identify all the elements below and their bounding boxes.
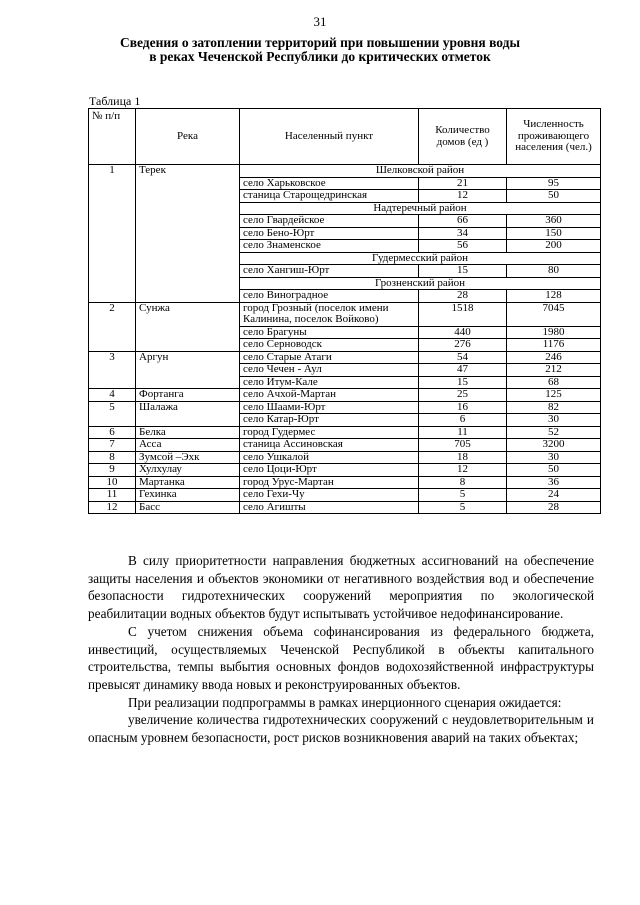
cell-settlement: село Ушкалой: [240, 451, 419, 464]
cell-settlement: село Виноградное: [240, 290, 419, 303]
cell-houses: 54: [419, 351, 507, 364]
cell-population: 1980: [507, 326, 601, 339]
cell-settlement: станица Ассиновская: [240, 439, 419, 452]
cell-population: 50: [507, 190, 601, 203]
cell-population: 36: [507, 476, 601, 489]
cell-population: 82: [507, 401, 601, 414]
cell-houses: 34: [419, 227, 507, 240]
page-number: 31: [313, 14, 327, 29]
header-num: № п/п: [89, 109, 136, 165]
cell-river: Терек: [136, 165, 240, 303]
cell-settlement: село Знаменское: [240, 240, 419, 253]
cell-population: 52: [507, 426, 601, 439]
cell-num: 2: [89, 302, 136, 351]
cell-river: Фортанга: [136, 389, 240, 402]
cell-river: Шалажа: [136, 401, 240, 426]
cell-district: Гудермесский район: [240, 252, 601, 265]
cell-population: 1176: [507, 339, 601, 352]
table-row: [89, 165, 601, 178]
cell-houses: 1518: [419, 302, 507, 326]
cell-houses: 11: [419, 426, 507, 439]
cell-num: 8: [89, 451, 136, 464]
cell-river: Аргун: [136, 351, 240, 389]
cell-population: 150: [507, 227, 601, 240]
title-line-1: Сведения о затоплении территорий при повышении уровня воды: [119, 35, 521, 50]
cell-settlement: село Харьковское: [240, 177, 419, 190]
cell-population: 3200: [507, 439, 601, 452]
cell-settlement: село Шаами-Юрт: [240, 401, 419, 414]
cell-houses: 440: [419, 326, 507, 339]
cell-settlement: станица Старощедринская: [240, 190, 419, 203]
cell-population: 128: [507, 290, 601, 303]
table-row: [89, 439, 601, 452]
table-row: [89, 464, 601, 477]
table-label: Таблица 1: [89, 94, 141, 108]
cell-population: 95: [507, 177, 601, 190]
cell-houses: 12: [419, 464, 507, 477]
cell-houses: 705: [419, 439, 507, 452]
cell-settlement: село Итум-Кале: [240, 376, 419, 389]
cell-river: Белка: [136, 426, 240, 439]
cell-houses: 5: [419, 489, 507, 502]
cell-houses: 8: [419, 476, 507, 489]
header-houses: Количество домов (ед ): [419, 109, 507, 165]
cell-num: 5: [89, 401, 136, 426]
cell-district: Надтеречный район: [240, 202, 601, 215]
cell-population: 68: [507, 376, 601, 389]
cell-settlement: город Урус-Мартан: [240, 476, 419, 489]
table-row: [89, 351, 601, 364]
cell-num: 7: [89, 439, 136, 452]
cell-river: Мартанка: [136, 476, 240, 489]
table-row: [89, 451, 601, 464]
cell-population: 30: [507, 414, 601, 427]
header-river: Река: [136, 109, 240, 165]
cell-houses: 6: [419, 414, 507, 427]
cell-houses: 66: [419, 215, 507, 228]
document-title: [60, 36, 580, 64]
cell-settlement: село Катар-Юрт: [240, 414, 419, 427]
cell-houses: 47: [419, 364, 507, 377]
cell-river: Асса: [136, 439, 240, 452]
cell-river: Басс: [136, 501, 240, 514]
cell-population: 80: [507, 265, 601, 278]
cell-population: 360: [507, 215, 601, 228]
cell-houses: 16: [419, 401, 507, 414]
cell-settlement: село Цоци-Юрт: [240, 464, 419, 477]
cell-population: 125: [507, 389, 601, 402]
cell-houses: 56: [419, 240, 507, 253]
cell-houses: 21: [419, 177, 507, 190]
cell-num: 11: [89, 489, 136, 502]
cell-population: 28: [507, 501, 601, 514]
cell-num: 10: [89, 476, 136, 489]
paragraph-2: С учетом снижения объема софинансирования из федерального бюджета, инвестиций, осуществляемых Чеченской Республикой в объекты капитального строительства, темпы выбытия основных фондов водохозяйственной инфраструктуры превысят динамику ввода новых и реконструированных объектов.: [88, 623, 594, 692]
cell-settlement: город Гудермес: [240, 426, 419, 439]
table-row: [89, 489, 601, 502]
cell-settlement: село Серноводск: [240, 339, 419, 352]
cell-population: 30: [507, 451, 601, 464]
cell-houses: 5: [419, 501, 507, 514]
cell-settlement: село Брагуны: [240, 326, 419, 339]
cell-houses: 25: [419, 389, 507, 402]
cell-population: 200: [507, 240, 601, 253]
cell-num: 9: [89, 464, 136, 477]
cell-population: 246: [507, 351, 601, 364]
cell-settlement: село Старые Атаги: [240, 351, 419, 364]
cell-num: 1: [89, 165, 136, 303]
cell-population: 7045: [507, 302, 601, 326]
cell-houses: 15: [419, 376, 507, 389]
cell-river: Зумсой –Эхк: [136, 451, 240, 464]
cell-settlement: село Хангиш-Юрт: [240, 265, 419, 278]
cell-settlement: село Ачхой-Мартан: [240, 389, 419, 402]
body-text: [88, 552, 594, 747]
cell-num: 6: [89, 426, 136, 439]
cell-num: 12: [89, 501, 136, 514]
cell-settlement: село Бено-Юрт: [240, 227, 419, 240]
header-settlement: Населенный пункт: [240, 109, 419, 165]
cell-population: 50: [507, 464, 601, 477]
table-row: [89, 426, 601, 439]
cell-houses: 276: [419, 339, 507, 352]
paragraph-3: При реализации подпрограммы в рамках инерционного сценария ожидается:: [128, 694, 562, 710]
paragraph-1: В силу приоритетности направления бюджетных ассигнований на обеспечение защиты населения и объектов экономики от негативного воздействия вод и обеспечение безопасности гидротехнических сооружений мероприятия по экологической реабилитации водных объектов будут испытывать устойчивое недофинансирование.: [88, 553, 594, 622]
cell-river: Хулхулау: [136, 464, 240, 477]
cell-settlement: село Гехи-Чу: [240, 489, 419, 502]
cell-population: 24: [507, 489, 601, 502]
table-row: [89, 389, 601, 402]
cell-settlement: село Чечен - Аул: [240, 364, 419, 377]
title-line-2: в реках Чеченской Республики до критических отметок: [149, 49, 491, 64]
cell-houses: 12: [419, 190, 507, 203]
cell-houses: 15: [419, 265, 507, 278]
cell-district: Грозненский район: [240, 277, 601, 290]
table-row: [89, 501, 601, 514]
cell-houses: 18: [419, 451, 507, 464]
table-row: [89, 476, 601, 489]
cell-river: Сунжа: [136, 302, 240, 351]
table-row: [89, 302, 601, 326]
table-row: [89, 401, 601, 414]
cell-settlement: село Агишты: [240, 501, 419, 514]
header-population: Численность проживающего населения (чел.): [507, 109, 601, 165]
cell-settlement: село Гвардейское: [240, 215, 419, 228]
paragraph-4: увеличение количества гидротехнических сооружений с неудовлетворительным и опасным уровнем безопасности, рост рисков возникновения аварий на таких объектах;: [88, 712, 594, 746]
cell-population: 212: [507, 364, 601, 377]
cell-houses: 28: [419, 290, 507, 303]
cell-district: Шелковской район: [240, 165, 601, 178]
flood-table: [88, 108, 601, 514]
cell-num: 3: [89, 351, 136, 389]
cell-settlement: город Грозный (поселок имени Калинина, поселок Войково): [240, 302, 419, 326]
cell-river: Гехинка: [136, 489, 240, 502]
cell-num: 4: [89, 389, 136, 402]
table-header-row: [89, 109, 601, 165]
